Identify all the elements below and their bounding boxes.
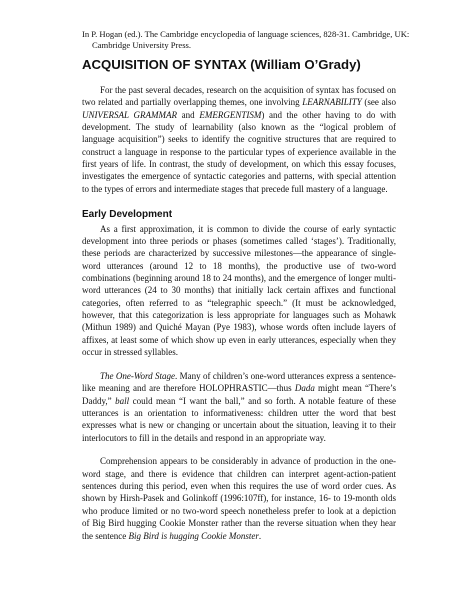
one-word-text-1: . Many of children’s one-word utterances express a sentence-like meaning and are therefore HOLOPHRASTIC—thus (82, 370, 396, 394)
citation-prefix: In P. Hogan (ed.). (82, 29, 145, 39)
intro-text-1: For the past several decades, research on the acquisition of syntax has focused on two related and partially overlapping themes, one involving (82, 85, 396, 108)
one-word-stage-paragraph (82, 370, 396, 444)
intro-paragraph (82, 84, 396, 195)
intro-text-3: and (177, 109, 200, 120)
citation-pages: , 828-31. Cambridge, UK: (319, 29, 410, 39)
early-development-paragraph: As a first approximation, it is common to divide the course of early syntactic development into three periods or phases (sometimes called ‘stages’). Traditionally, these periods are characterized by successive milestones—the appearance of single-word utterances (around 12 to 18 months), the productive use of two-word combinations (beginning around 18 to 24 months), and the emergence of longer multi-word utterances (24 to 30 months) that initially lack certain affixes and functional categories, often referred to as “telegraphic speech.” (It must be acknowledged, however, that this categorization is less appropriate for languages such as Mohawk (Mithun 1989) and Quiché Mayan (Pye 1983), whose words often include layers of affixes, at least some of which show up even in early utterances, especially when they occur in stressed syllables. (82, 223, 396, 358)
intro-text-4: ) and the other having to do with development. The study of learnability (also known as the “logical problem of language acquisition”) seeks to identify the cognitive structures that are required to construct a language in response to the particular types of experience available in the first years of life. In contrast, the study of development, on which this essay focuses, investigates the emergence of syntactic categories and patterns, with special attention to the types of errors and intermediate stages that precede full mastery of a language. (82, 109, 397, 194)
citation-book-title: The Cambridge encyclopedia of language sciences (144, 29, 320, 39)
term-emergentism: EMERGENTISM (199, 109, 262, 120)
comprehension-text-1: Comprehension appears to be considerably in advance of production in the one-word stage, and there is evidence that children can interpret agent-action-patient sentences during this period, even when this requires the use of word order cues. As shown by Hirsh-Pasek and Golinkoff (1996:107ff), for instance, 16- to 19-month olds who produce limited or no two-word speech nonetheless prefer to look at a depiction of Big Bird hugging Cookie Monster rather than the reverse situation when they hear the sentence (82, 456, 396, 541)
example-sentence: Big Bird is hugging Cookie Monster (128, 530, 259, 541)
intro-text-2: (see also (361, 97, 396, 108)
term-learnability: LEARNABILITY (302, 97, 362, 108)
article-title: ACQUISITION OF SYNTAX (William O’Grady) (82, 57, 361, 72)
one-word-text-3: could mean “I want the ball,” and so forth. A notable feature of these utterances is an orientation to informativeness: children utter the word that best expresses what is new or changing or uncertain about the situation, leaving it to their interlocutors to fill in the details and respond in an appropriate way. (82, 395, 396, 443)
term-universal-grammar: UNIVERSAL GRAMMAR (82, 109, 177, 120)
section-heading: Early Development (82, 209, 173, 221)
citation (82, 29, 412, 50)
example-ball: ball (115, 395, 130, 406)
comprehension-paragraph (82, 455, 396, 541)
one-word-text-2: might mean “There’s Daddy,” (82, 383, 396, 406)
comprehension-text-2: . (258, 530, 262, 541)
citation-publisher: Cambridge University Press. (92, 39, 192, 50)
one-word-stage-term: The One-Word Stage (100, 370, 176, 381)
article-body (82, 80, 396, 553)
example-dada: Dada (294, 383, 315, 394)
